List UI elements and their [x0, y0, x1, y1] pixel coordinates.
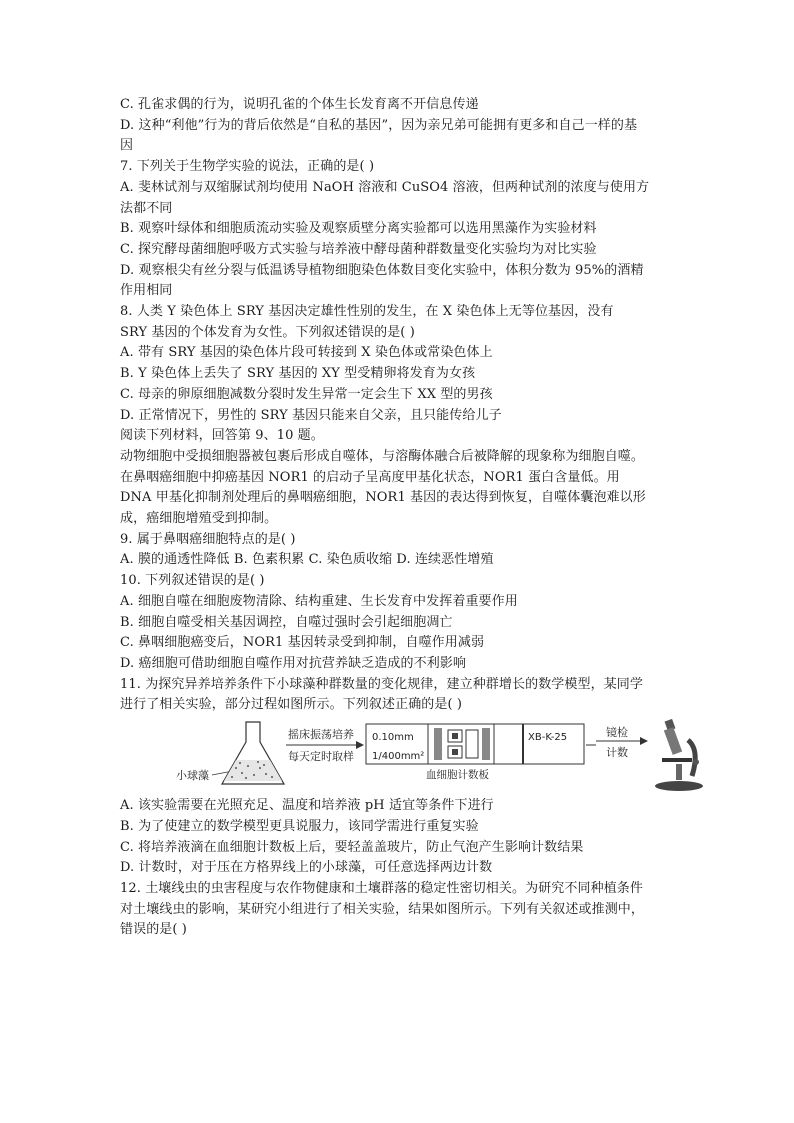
experiment-diagram [176, 718, 596, 794]
chamber-depth: 0.10mm [372, 732, 414, 744]
experiment-figure [120, 718, 680, 794]
text-line: A. 带有 SRY 基因的染色体片段可转接到 X 染色体或常染色体上 [120, 345, 493, 361]
step-sample-label: 每天定时取样 [288, 750, 354, 764]
text-line: D. 癌细胞可借助细胞自噬作用对抗营养缺乏造成的不利影响 [120, 655, 467, 671]
text-line: B. Y 染色体上丢失了 SRY 基因的 XY 型受精卵将发育为女孩 [120, 366, 476, 382]
question-text-bottom [120, 796, 680, 941]
text-line: C. 探究酵母菌细胞呼吸方式实验与培养液中酵母菌种群数量变化实验均为对比实验 [120, 241, 597, 257]
text-line: 错误的是( ) [120, 922, 187, 938]
text-line: A. 膜的通透性降低 B. 色素积累 C. 染色质收缩 D. 连续恶性增殖 [120, 552, 494, 568]
text-line: A. 细胞自噬在细胞废物清除、结构重建、生长发育中发挥着重要作用 [120, 593, 518, 609]
exam-page [120, 95, 680, 941]
chamber-area: 1/400mm² [372, 751, 425, 763]
text-line: C. 将培养液滴在血细胞计数板上后，要轻盖盖玻片，防止气泡产生影响计数结果 [120, 839, 584, 855]
text-line: 10. 下列叙述错误的是( ) [120, 573, 265, 589]
chamber-caption: 血细胞计数板 [426, 769, 489, 782]
chamber-model: XB-K-25 [528, 732, 568, 744]
text-line: A. 该实验需要在光照充足、温度和培养液 pH 适宜等条件下进行 [120, 798, 494, 814]
text-line: D. 观察根尖有丝分裂与低温诱导植物细胞染色体数目变化实验中，体积分数为 95%的酒精 [120, 262, 644, 278]
text-line: C. 孔雀求偶的行为，说明孔雀的个体生长发育离不开信息传递 [120, 97, 479, 112]
text-line: 成，癌细胞增殖受到抑制。 [120, 511, 278, 527]
microscope-label-2: 计数 [606, 746, 628, 760]
text-line: 阅读下列材料，回答第 9、10 题。 [120, 428, 324, 444]
text-line: 进行了相关实验，部分过程如图所示。下列叙述正确的是( ) [120, 697, 463, 713]
microscope-section [596, 718, 736, 794]
text-line: 作用相同 [120, 283, 173, 299]
text-line: B. 细胞自噬受相关基因调控，自噬过强时会引起细胞凋亡 [120, 614, 453, 630]
text-line: 法都不同 [120, 200, 173, 216]
text-line: 在鼻咽癌细胞中抑癌基因 NOR1 的启动子呈高度甲基化状态，NOR1 蛋白含量低。用 [120, 469, 620, 485]
text-line: 9. 属于鼻咽癌细胞特点的是( ) [120, 531, 296, 547]
text-line: 8. 人类 Y 染色体上 SRY 基因决定雄性性别的发生，在 X 染色体上无等位基因，没有 [120, 304, 614, 320]
text-line: 7. 下列关于生物学实验的说法，正确的是( ) [120, 159, 375, 175]
text-line: D. 正常情况下，男性的 SRY 基因只能来自父亲，且只能传给儿子 [120, 407, 502, 423]
microscope-label-1: 镜检 [606, 726, 628, 740]
text-line: D. 计数时，对于压在方格界线上的小球藻，可任意选择两边计数 [120, 860, 493, 876]
text-line: C. 鼻咽细胞癌变后，NOR1 基因转录受到抑制，自噬作用减弱 [120, 635, 485, 651]
question-text-top [120, 95, 680, 716]
step-shake-label: 摇床振荡培养 [288, 728, 354, 742]
text-line: 11. 为探究异养培养条件下小球藻种群数量的变化规律，建立种群增长的数学模型，某同学 [120, 676, 644, 692]
text-line: 对土壤线虫的影响，某研究小组进行了相关实验，结果如图所示。下列有关叙述或推测中， [120, 901, 645, 917]
text-line: 动物细胞中受损细胞器被包裹后形成自噬体，与溶酶体融合后被降解的现象称为细胞自噬。 [120, 448, 645, 464]
text-line: D. 这种“利他”行为的背后依然是“自私的基因”，因为亲兄弟可能拥有更多和自己一样的基 [120, 117, 638, 133]
flask-icon [222, 722, 284, 784]
text-line: B. 为了使建立的数学模型更具说服力，该同学需进行重复实验 [120, 818, 479, 834]
text-line: A. 斐林试剂与双缩脲试剂均使用 NaOH 溶液和 CuSO4 溶液，但两种试剂的浓度与使用方 [120, 179, 650, 195]
text-line: DNA 甲基化抑制剂处理后的鼻咽癌细胞，NOR1 基因的表达得到恢复，自噬体囊泡难以形 [120, 490, 646, 506]
text-line: B. 观察叶绿体和细胞质流动实验及观察质壁分离实验都可以选用黑藻作为实验材料 [120, 221, 597, 237]
text-line: C. 母亲的卵原细胞减数分裂时发生异常一定会生下 XX 型的男孩 [120, 386, 493, 402]
microscope-icon [655, 719, 703, 791]
text-line: SRY 基因的个体发育为女性。下列叙述错误的是( ) [120, 324, 415, 340]
flask-label: 小球藻 [176, 769, 209, 783]
text-line: 12. 土壤线虫的虫害程度与农作物健康和土壤群落的稳定性密切相关。为研究不同种植条件 [120, 880, 644, 896]
text-line: 因 [120, 138, 134, 154]
